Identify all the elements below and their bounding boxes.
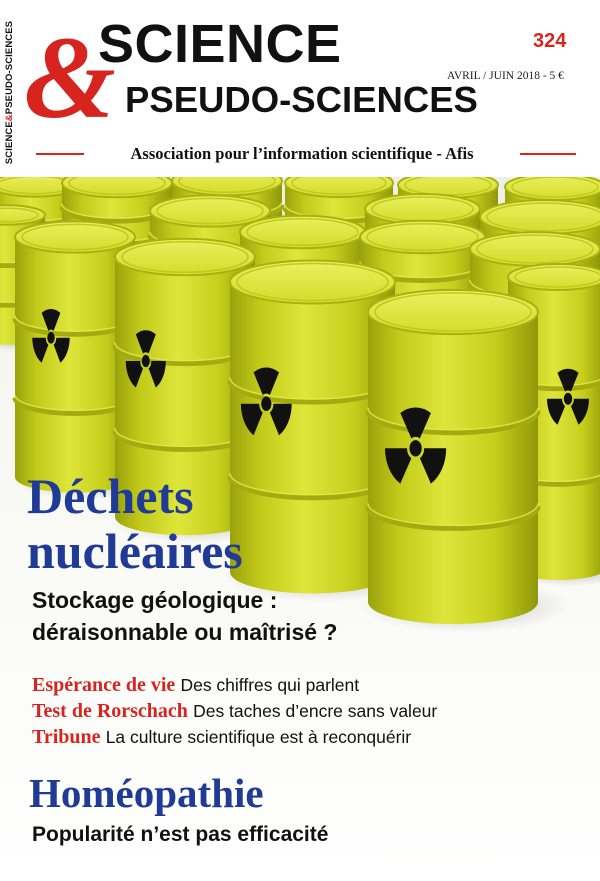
cover-headline-line2: nucléaires <box>27 523 243 579</box>
tagline: Association pour l’information scientifique - Afis <box>130 144 474 163</box>
spine-title-part1: SCIENCE <box>4 121 16 165</box>
magazine-title-pseudo-sciences: PSEUDO-SCIENCES <box>125 79 478 120</box>
teaser-rorschach <box>32 699 437 723</box>
teaser-text: Des taches d’encre sans valeur <box>193 701 438 721</box>
spine-ampersand: & <box>4 114 16 122</box>
spine-title <box>5 21 16 164</box>
magazine-title-science: SCIENCE <box>98 14 342 74</box>
teaser-title: Espérance de vie <box>32 674 176 696</box>
teaser-title: Test de Rorschach <box>32 700 188 722</box>
second-subheadline: Popularité n’est pas efficacité <box>32 823 329 846</box>
issue-number: 324 <box>533 30 567 52</box>
second-headline: Homéopathie <box>29 770 264 816</box>
issue-date-price: AVRIL / JUIN 2018 - 5 € <box>447 70 564 82</box>
tagline-rule-left <box>36 153 84 155</box>
spine-title-part2: PSEUDO-SCIENCES <box>4 20 16 115</box>
cover-subheadline-line2: déraisonnable ou maîtrisé ? <box>32 619 338 645</box>
teaser-life-expectancy <box>32 673 359 697</box>
teaser-text: Des chiffres qui parlent <box>180 675 360 695</box>
teaser-tribune <box>32 725 411 749</box>
teaser-title: Tribune <box>32 726 101 748</box>
tagline-rule-right <box>520 153 576 155</box>
cover-subheadline-line1: Stockage géologique : <box>32 587 278 613</box>
spine <box>0 0 20 185</box>
teaser-text: La culture scientifique est à reconquérir <box>105 727 412 747</box>
cover-headline-line1: Déchets <box>27 468 194 524</box>
logo-ampersand: & <box>24 12 116 143</box>
